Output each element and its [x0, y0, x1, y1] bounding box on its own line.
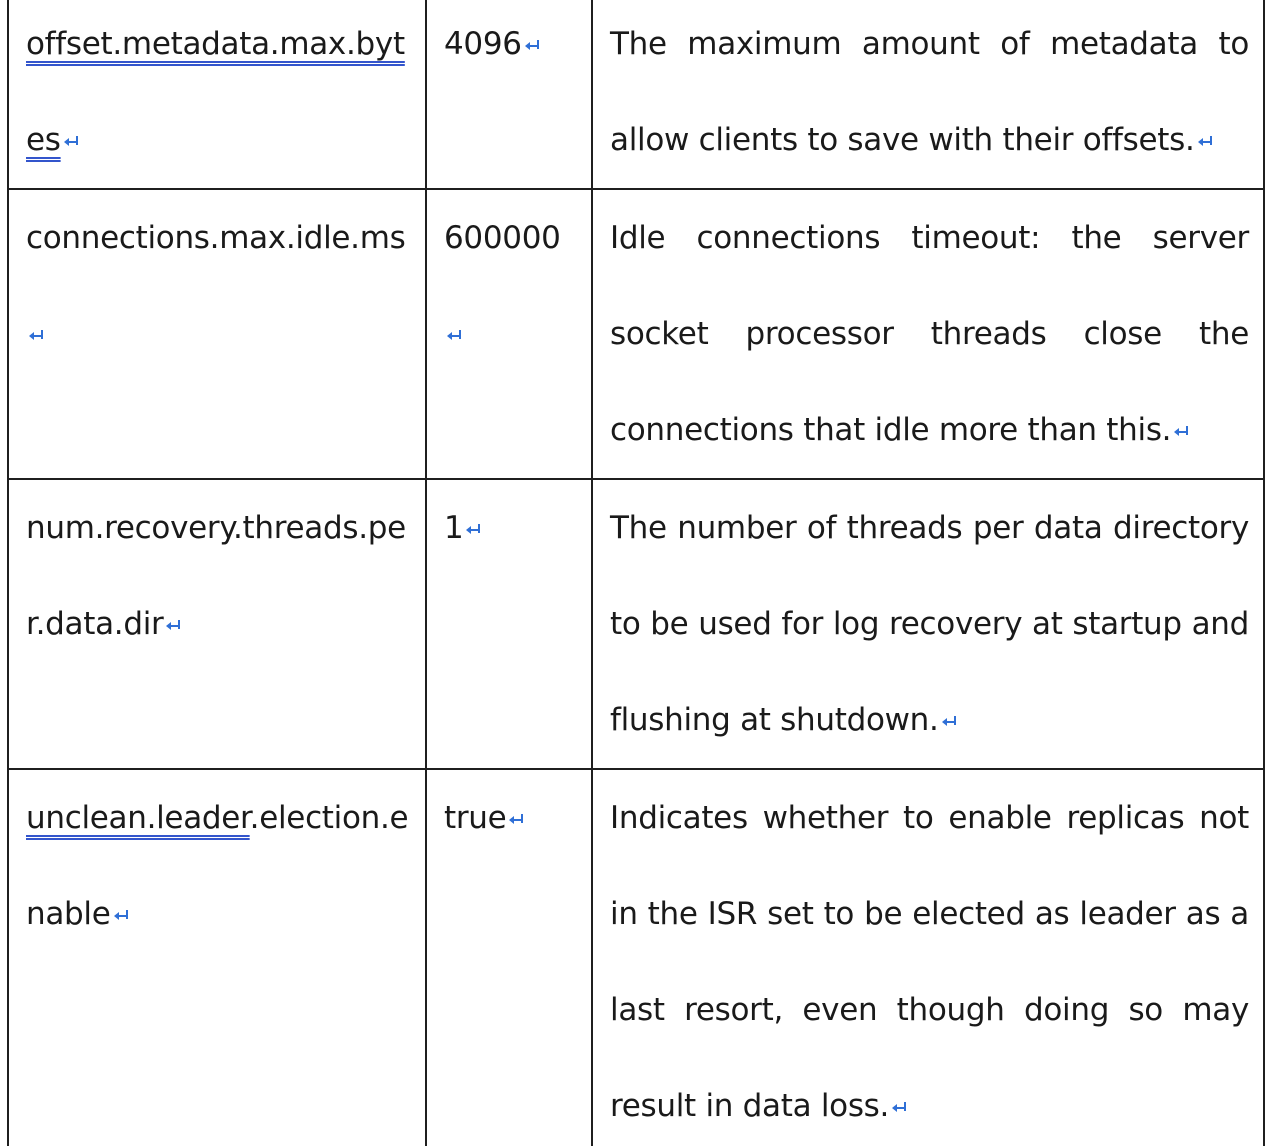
config-name-underlined: unclean.leader — [26, 800, 250, 836]
table-row — [8, 0, 1264, 189]
config-table — [7, 0, 1265, 1146]
description-cell[interactable] — [592, 0, 1264, 189]
table-row — [8, 769, 1264, 1146]
paragraph-mark-icon — [165, 620, 182, 634]
paragraph-mark-icon — [63, 136, 80, 150]
description-cell[interactable] — [592, 189, 1264, 479]
default-value-cell[interactable] — [426, 189, 592, 479]
description-cell[interactable] — [592, 479, 1264, 769]
config-name-cell[interactable] — [8, 189, 426, 479]
default-value-cell[interactable] — [426, 0, 592, 189]
default-value: 600000 — [444, 220, 561, 256]
description-text: Indicates whether to enable replicas not in the ISR set to be elected as leader as a last resort, even though doing so may result in data loss. — [610, 800, 1249, 1124]
paragraph-mark-icon — [508, 814, 525, 828]
paragraph-mark-icon — [28, 330, 45, 344]
paragraph-mark-icon — [1197, 136, 1214, 150]
description-text: Idle connections timeout: the server socket processor threads close the connections that idle more than this. — [610, 220, 1249, 448]
config-name: .election.enable — [26, 800, 409, 932]
config-name-cell[interactable] — [8, 769, 426, 1146]
config-name: connections.max.idle.ms — [26, 220, 406, 256]
description-cell[interactable] — [592, 769, 1264, 1146]
table-row — [8, 189, 1264, 479]
default-value: 4096 — [444, 26, 522, 62]
default-value: true — [444, 800, 507, 836]
config-name-underlined: offset.metadata.max.bytes — [26, 26, 405, 158]
description-text: The number of threads per data directory to be used for log recovery at startup and flushing at shutdown. — [610, 510, 1249, 738]
paragraph-mark-icon — [446, 330, 463, 344]
default-value-cell[interactable] — [426, 479, 592, 769]
description-text: The maximum amount of metadata to allow clients to save with their offsets. — [610, 26, 1249, 158]
config-name: num.recovery.threads.per.data.dir — [26, 510, 406, 642]
default-value-cell[interactable] — [426, 769, 592, 1146]
paragraph-mark-icon — [465, 524, 482, 538]
paragraph-mark-icon — [113, 910, 130, 924]
table-row — [8, 479, 1264, 769]
paragraph-mark-icon — [524, 40, 541, 54]
paragraph-mark-icon — [941, 716, 958, 730]
default-value: 1 — [444, 510, 464, 546]
config-name-cell[interactable] — [8, 0, 426, 189]
paragraph-mark-icon — [891, 1102, 908, 1116]
paragraph-mark-icon — [1173, 426, 1190, 440]
config-name-cell[interactable] — [8, 479, 426, 769]
